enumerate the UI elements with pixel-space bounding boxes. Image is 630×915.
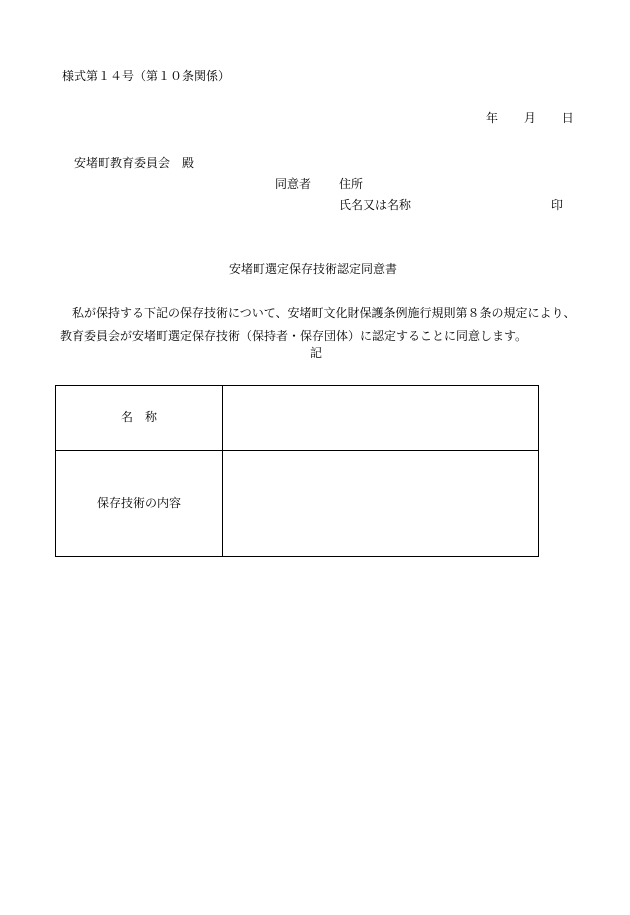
content-row-label-text: 保存技術の内容 bbox=[96, 495, 181, 510]
recipient: 安堵町教育委員会 殿 bbox=[74, 156, 195, 170]
ki-mark: 記 bbox=[310, 346, 323, 360]
content-row-label bbox=[56, 451, 223, 557]
table-row bbox=[56, 451, 539, 557]
consenter-label: 同意者 bbox=[275, 177, 312, 191]
date-day-label: 日 bbox=[561, 111, 574, 125]
name-row-label bbox=[56, 386, 223, 451]
date-month-label: 月 bbox=[523, 111, 536, 125]
record-table bbox=[55, 385, 539, 557]
date-year-label: 年 bbox=[486, 111, 499, 125]
table-row bbox=[56, 386, 539, 451]
content-row-value bbox=[223, 451, 539, 557]
form-number: 様式第１４号（第１０条関係） bbox=[62, 69, 231, 83]
name-row-value bbox=[223, 386, 539, 451]
name-label: 氏名又は名称 bbox=[339, 198, 412, 212]
body-text: 私が保持する下記の保存技術について、安堵町文化財保護条例施行規則第８条の規定により、教育委員会が安堵町選定保存技術（保持者・保存団体）に認定することに同意します。 bbox=[60, 306, 576, 343]
address-label: 住所 bbox=[339, 177, 364, 191]
name-row-label-text: 名 称 bbox=[120, 410, 157, 425]
seal-mark: 印 bbox=[551, 198, 564, 212]
document-title: 安堵町選定保存技術認定同意書 bbox=[229, 262, 398, 276]
date-line bbox=[486, 111, 574, 127]
